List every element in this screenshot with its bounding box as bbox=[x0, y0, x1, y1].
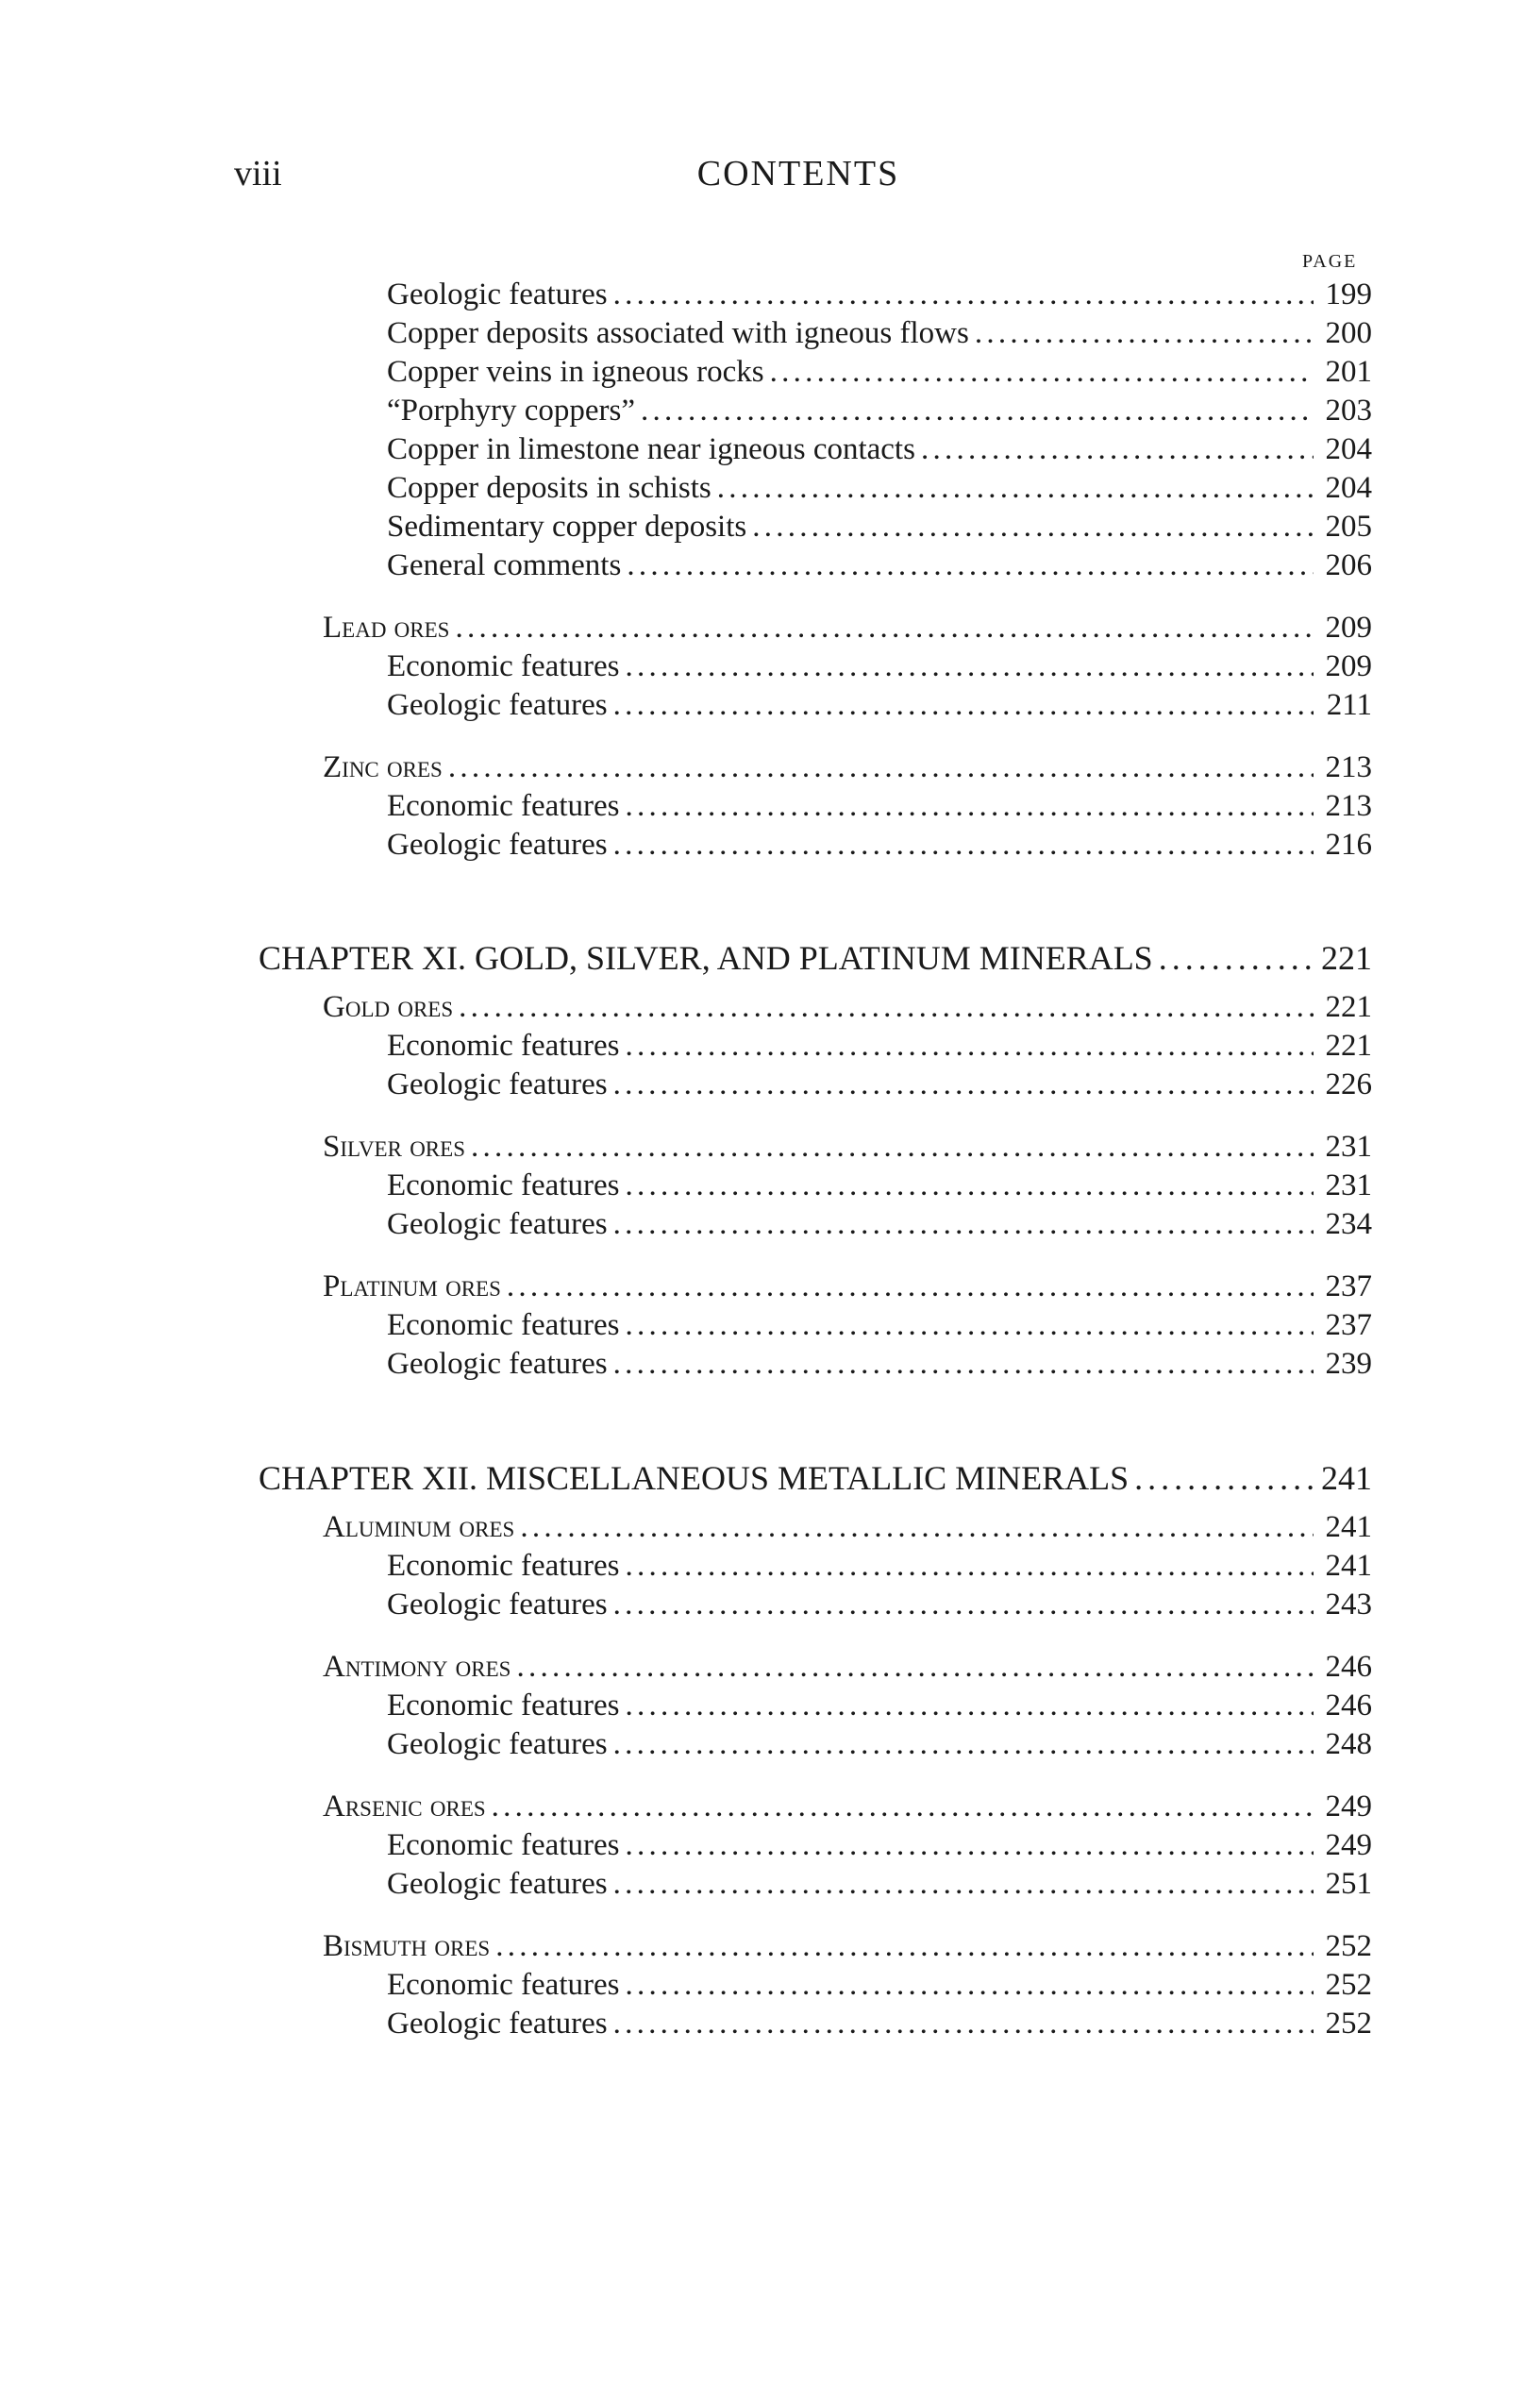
toc-entry-page: 203 bbox=[1325, 394, 1372, 428]
toc-entry-page: 249 bbox=[1325, 1828, 1372, 1862]
toc-entry-page: 243 bbox=[1325, 1588, 1372, 1621]
toc-entry-title: Geologic features bbox=[387, 1727, 608, 1761]
leader-dots bbox=[459, 986, 1314, 1028]
leader-dots bbox=[625, 1165, 1314, 1206]
leader-dots bbox=[625, 1545, 1314, 1587]
toc-section[interactable] bbox=[323, 1646, 1372, 1688]
toc-section[interactable] bbox=[323, 1266, 1372, 1307]
toc-entry-page: 252 bbox=[1325, 1968, 1372, 2002]
toc-entry-page: 201 bbox=[1325, 355, 1372, 389]
toc-section-title: Lead ores bbox=[323, 611, 450, 645]
toc-entry[interactable] bbox=[387, 1723, 1372, 1765]
leader-dots bbox=[625, 1025, 1314, 1067]
toc-entry-page: 231 bbox=[1325, 1130, 1372, 1164]
toc-entry-title: Economic features bbox=[387, 1689, 620, 1722]
toc-entry-title: Economic features bbox=[387, 789, 620, 823]
toc-entry-title: Copper deposits in schists bbox=[387, 471, 711, 505]
toc-entry-page: 246 bbox=[1325, 1650, 1372, 1684]
toc-entry-page: 216 bbox=[1325, 828, 1372, 862]
toc-section-title: Arsenic ores bbox=[323, 1790, 486, 1823]
leader-dots bbox=[455, 607, 1314, 648]
page-number: viii bbox=[234, 154, 282, 193]
leader-dots bbox=[625, 1964, 1314, 2006]
leader-dots bbox=[625, 646, 1314, 687]
toc-entry[interactable] bbox=[387, 1584, 1372, 1625]
toc-chapter-title: CHAPTER XI. GOLD, SILVER, AND PLATINUM MINERALS bbox=[259, 939, 1153, 977]
toc-entry[interactable] bbox=[387, 545, 1372, 586]
toc-entry-title: Economic features bbox=[387, 1029, 620, 1063]
toc-entry-page: 251 bbox=[1325, 1867, 1372, 1901]
toc-entry-title: Sedimentary copper deposits bbox=[387, 510, 747, 544]
toc-entry-page: 221 bbox=[1325, 990, 1372, 1024]
leader-dots bbox=[613, 1203, 1314, 1245]
toc-section[interactable] bbox=[323, 986, 1372, 1028]
leader-dots bbox=[627, 545, 1314, 586]
leader-dots bbox=[613, 1064, 1314, 1105]
leader-dots bbox=[1134, 1454, 1314, 1502]
toc-entry-title: Geologic features bbox=[387, 828, 608, 862]
toc-section-title: Platinum ores bbox=[323, 1269, 501, 1303]
toc-entry-title: Geologic features bbox=[387, 1867, 608, 1901]
toc-entry[interactable] bbox=[387, 1304, 1372, 1346]
toc-section-title: Aluminum ores bbox=[323, 1510, 515, 1544]
toc-entry[interactable] bbox=[387, 824, 1372, 865]
toc-entry[interactable] bbox=[387, 1025, 1372, 1067]
leader-dots bbox=[613, 684, 1314, 726]
toc-entry-title: Copper deposits associated with igneous flows bbox=[387, 316, 969, 350]
toc-entry-page: 200 bbox=[1325, 316, 1372, 350]
toc-section-title: Zinc ores bbox=[323, 750, 443, 784]
toc-entry-page: 246 bbox=[1325, 1689, 1372, 1722]
leader-dots bbox=[613, 274, 1314, 315]
toc-entry-page: 205 bbox=[1325, 510, 1372, 544]
toc-entry-title: General comments bbox=[387, 548, 622, 582]
toc-entry-title: “Porphyry coppers” bbox=[387, 394, 636, 428]
toc-entry[interactable] bbox=[387, 351, 1372, 393]
toc-entry[interactable] bbox=[387, 1685, 1372, 1726]
leader-dots bbox=[613, 1723, 1314, 1765]
toc-section-title: Antimony ores bbox=[323, 1650, 511, 1684]
toc-chapter[interactable] bbox=[259, 934, 1372, 982]
toc-section-title: Silver ores bbox=[323, 1130, 465, 1164]
toc-entry-page: 199 bbox=[1325, 277, 1372, 311]
toc-entry-title: Economic features bbox=[387, 1308, 620, 1342]
toc-entry-title: Copper veins in igneous rocks bbox=[387, 355, 764, 389]
toc-entry[interactable] bbox=[387, 1343, 1372, 1385]
leader-dots bbox=[507, 1266, 1314, 1307]
toc-entry-page: 209 bbox=[1325, 649, 1372, 683]
leader-dots bbox=[492, 1786, 1314, 1827]
toc-entry[interactable] bbox=[387, 428, 1372, 470]
page-title: CONTENTS bbox=[696, 154, 900, 193]
toc-entry[interactable] bbox=[387, 2003, 1372, 2044]
toc-entry-page: 241 bbox=[1325, 1549, 1372, 1583]
leader-dots bbox=[471, 1126, 1314, 1168]
leader-dots bbox=[625, 1824, 1314, 1866]
toc-entry-page: 221 bbox=[1325, 1029, 1372, 1063]
toc-entry[interactable] bbox=[387, 467, 1372, 509]
toc-entry[interactable] bbox=[387, 506, 1372, 547]
toc-section[interactable] bbox=[323, 1925, 1372, 1967]
toc-entry-page: 248 bbox=[1325, 1727, 1372, 1761]
toc-entry-page: 221 bbox=[1321, 939, 1372, 977]
toc-entry-title: Economic features bbox=[387, 1828, 620, 1862]
leader-dots bbox=[921, 428, 1314, 470]
leader-dots bbox=[752, 506, 1314, 547]
leader-dots bbox=[770, 351, 1314, 393]
toc-entry[interactable] bbox=[387, 1964, 1372, 2006]
toc-section[interactable] bbox=[323, 1506, 1372, 1548]
toc-entry-title: Economic features bbox=[387, 649, 620, 683]
toc-entry-page: 234 bbox=[1325, 1207, 1372, 1241]
toc-entry-title: Geologic features bbox=[387, 1207, 608, 1241]
leader-dots bbox=[613, 824, 1314, 865]
toc-chapter[interactable] bbox=[259, 1454, 1372, 1502]
toc-entry[interactable] bbox=[387, 1203, 1372, 1245]
leader-dots bbox=[1159, 934, 1314, 982]
leader-dots bbox=[448, 747, 1314, 788]
toc-entry-title: Geologic features bbox=[387, 2007, 608, 2041]
leader-dots bbox=[625, 785, 1314, 827]
toc-section[interactable] bbox=[323, 607, 1372, 648]
toc-entry-page: 241 bbox=[1325, 1510, 1372, 1544]
toc-chapter-title: CHAPTER XII. MISCELLANEOUS METALLIC MINERALS bbox=[259, 1459, 1130, 1497]
page-column-label: PAGE bbox=[1302, 251, 1358, 272]
leader-dots bbox=[625, 1304, 1314, 1346]
toc-entry-page: 226 bbox=[1325, 1067, 1372, 1101]
leader-dots bbox=[613, 1584, 1314, 1625]
toc-entry[interactable] bbox=[387, 1545, 1372, 1587]
toc-entry-page: 252 bbox=[1325, 1929, 1372, 1963]
toc-entry[interactable] bbox=[387, 646, 1372, 687]
toc-entry-title: Economic features bbox=[387, 1549, 620, 1583]
toc-entry-title: Economic features bbox=[387, 1168, 620, 1202]
toc-entry[interactable] bbox=[387, 274, 1372, 315]
leader-dots bbox=[516, 1646, 1314, 1688]
toc-entry-title: Geologic features bbox=[387, 277, 608, 311]
toc-entry-page: 241 bbox=[1321, 1459, 1372, 1497]
toc-entry-title: Copper in limestone near igneous contacts bbox=[387, 432, 915, 466]
leader-dots bbox=[625, 1685, 1314, 1726]
toc-entry-page: 204 bbox=[1325, 471, 1372, 505]
toc-entry[interactable] bbox=[387, 785, 1372, 827]
leader-dots bbox=[613, 1863, 1314, 1905]
toc-entry-page: 252 bbox=[1325, 2007, 1372, 2041]
toc-entry-page: 213 bbox=[1325, 789, 1372, 823]
toc-entry-page: 204 bbox=[1325, 432, 1372, 466]
toc-section[interactable] bbox=[323, 1786, 1372, 1827]
toc-entry-page: 231 bbox=[1325, 1168, 1372, 1202]
leader-dots bbox=[520, 1506, 1314, 1548]
leader-dots bbox=[613, 2003, 1314, 2044]
toc-entry[interactable] bbox=[387, 1064, 1372, 1105]
leader-dots bbox=[495, 1925, 1314, 1967]
toc-entry-page: 206 bbox=[1325, 548, 1372, 582]
leader-dots bbox=[613, 1343, 1314, 1385]
toc-section-title: Bismuth ores bbox=[323, 1929, 491, 1963]
leader-dots bbox=[975, 312, 1314, 354]
toc-entry[interactable] bbox=[387, 390, 1372, 431]
toc-entry[interactable] bbox=[387, 1863, 1372, 1905]
leader-dots bbox=[641, 390, 1314, 431]
toc-entry[interactable] bbox=[387, 1824, 1372, 1866]
toc-entry-page: 239 bbox=[1325, 1347, 1372, 1381]
toc-entry-title: Geologic features bbox=[387, 1588, 608, 1621]
toc-section-title: Gold ores bbox=[323, 990, 454, 1024]
toc-entry-page: 213 bbox=[1325, 750, 1372, 784]
toc-entry-title: Economic features bbox=[387, 1968, 620, 2002]
toc-entry[interactable] bbox=[387, 312, 1372, 354]
toc-section[interactable] bbox=[323, 1126, 1372, 1168]
toc-entry-page: 209 bbox=[1325, 611, 1372, 645]
toc-entry[interactable] bbox=[387, 684, 1372, 726]
toc-entry-page: 237 bbox=[1325, 1308, 1372, 1342]
toc-entry-title: Geologic features bbox=[387, 1347, 608, 1381]
toc-entry-page: 237 bbox=[1325, 1269, 1372, 1303]
toc-entry-page: 249 bbox=[1325, 1790, 1372, 1823]
toc-entry-page: 211 bbox=[1326, 688, 1372, 722]
leader-dots bbox=[717, 467, 1314, 509]
toc-entry-title: Geologic features bbox=[387, 688, 608, 722]
toc-entry-title: Geologic features bbox=[387, 1067, 608, 1101]
toc-entry[interactable] bbox=[387, 1165, 1372, 1206]
toc-section[interactable] bbox=[323, 747, 1372, 788]
